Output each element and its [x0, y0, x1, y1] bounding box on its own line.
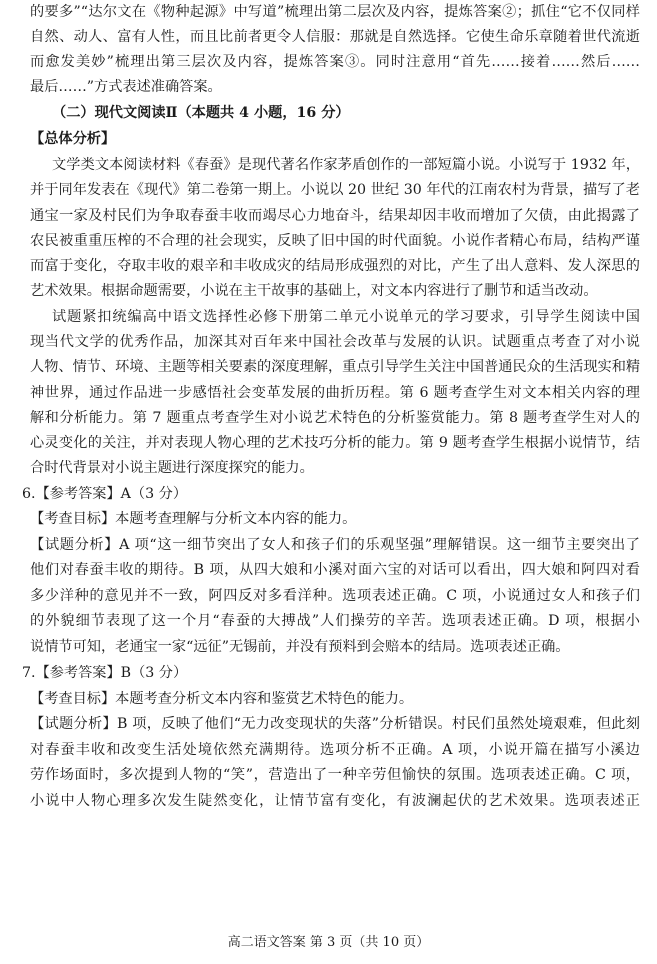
- text-line: 最后……”方式表述准确答案。: [30, 79, 222, 95]
- text-line: 【试题分析】A 项“这一细节突出了女人和孩子们的乐观坚强”理解错误。这一细节主要突出了: [30, 537, 640, 553]
- text-line: 【考查目标】本题考查分析文本内容和鉴赏艺术特色的能力。: [30, 691, 414, 707]
- text-line: 7.【参考答案】B（3 分）: [22, 665, 188, 681]
- text-line: 合时代背景对小说主题进行深度探究的能力。: [30, 460, 314, 476]
- page-footer: 高二语文答案 第 3 页（共 10 页）: [227, 935, 430, 950]
- text-line: 艺术效果。根据命题需要，小说在主干故事的基础上，对文本内容进行了删节和适当改动。: [30, 283, 598, 299]
- text-line: 多少洋种的意见并不一致，阿四反对多看洋种。选项表述正确。C 项，小说通过女人和孩子们: [30, 588, 640, 604]
- text-line: 的外貌细节表现了这一个月“春蚕的大搏战”人们操劳的辛苦。选项表述正确。D 项，根据小: [30, 613, 640, 629]
- text-line: 小说中人物心理多次发生陡然变化，让情节富有变化，有波澜起伏的艺术效果。选项表述正: [30, 793, 640, 809]
- text-line: 而愈发美妙”梳理出第三层次及内容，提炼答案③。同时注意用“首先……接着……然后……: [30, 54, 640, 70]
- text-line: 【总体分析】: [30, 131, 116, 147]
- text-line: 他们对春蚕丰收的期待。B 项，从四大娘和小溪对面六宝的对话可以看出，四大娘和阿四对看: [30, 562, 640, 578]
- text-line: 【试题分析】B 项，反映了他们“无力改变现状的失落”分析错误。村民们虽然处境艰难，但此刻: [30, 716, 640, 732]
- text-line: 的要多”“达尔文在《物种起源》中写道”梳理出第二层次及内容，提炼答案②；抓住“它不仅同样: [30, 4, 640, 20]
- text-line: 对春蚕丰收和改变生活处境依然充满期待。选项分析不正确。A 项，小说开篇在描写小溪边: [30, 742, 640, 758]
- text-line: 文学类文本阅读材料《春蚕》是现代著名作家茅盾创作的一部短篇小说。小说写于 1932 年，: [52, 157, 640, 173]
- text-line: 劳作场面时，多次提到人物的“笑”，营造出了一种辛劳但愉快的氛围。选项表述正确。C 项，: [30, 767, 640, 783]
- text-line: 6.【参考答案】A（3 分）: [22, 486, 188, 502]
- text-line: 通宝一家及村民们为争取春蚕丰收而竭尽心力地奋斗，结果却因丰收而增加了欠债，由此揭露了: [30, 208, 640, 224]
- text-line: 神世界，通过作品进一步感悟社会变革发展的曲折历程。第 6 题考查学生对文本相关内容的理: [30, 385, 640, 401]
- text-line: （二）现代文阅读Ⅱ（本题共 4 小题，16 分）: [52, 105, 350, 121]
- text-line: 农民被重重压榨的不合理的社会现实，反映了旧中国的时代面貌。小说作者精心布局，结构严谨: [30, 233, 640, 249]
- text-line: 说情节可知，老通宝一家“远征”无锡前，并没有预料到会赔本的结局。选项表述正确。: [30, 639, 570, 655]
- text-line: 现当代文学的优秀作品，加深其对百年来中国社会改革与发展的认识。试题重点考查了对小说: [30, 334, 640, 350]
- text-line: 心灵变化的关注，并对表现人物心理的艺术技巧分析的能力。第 9 题考查学生根据小说情节，结: [30, 435, 640, 451]
- text-line: 【考查目标】本题考查理解与分析文本内容的能力。: [30, 511, 357, 527]
- text-line: 而富于变化，夺取丰收的艰辛和丰收成灾的结局形成强烈的对比，产生了出人意料、发人深思的: [30, 258, 640, 274]
- text-line: 自然、动人、富有人性，而且比前者更令人信服：那就是自然选择。它使生命乐章随着世代流逝: [30, 29, 640, 45]
- text-line: 试题紧扣统编高中语文选择性必修下册第二单元小说单元的学习要求，引导学生阅读中国: [52, 309, 640, 325]
- text-line: 解和分析能力。第 7 题重点考查学生对小说艺术特色的分析鉴赏能力。第 8 题考查学生对人的: [30, 410, 640, 426]
- text-line: 人物、情节、环境、主题等相关要素的深度理解，重点引导学生关注中国普通民众的生活现实和精: [30, 359, 640, 375]
- text-line: 并于同年发表在《现代》第二卷第一期上。小说以 20 世纪 30 年代的江南农村为背景，描写了老: [30, 182, 640, 198]
